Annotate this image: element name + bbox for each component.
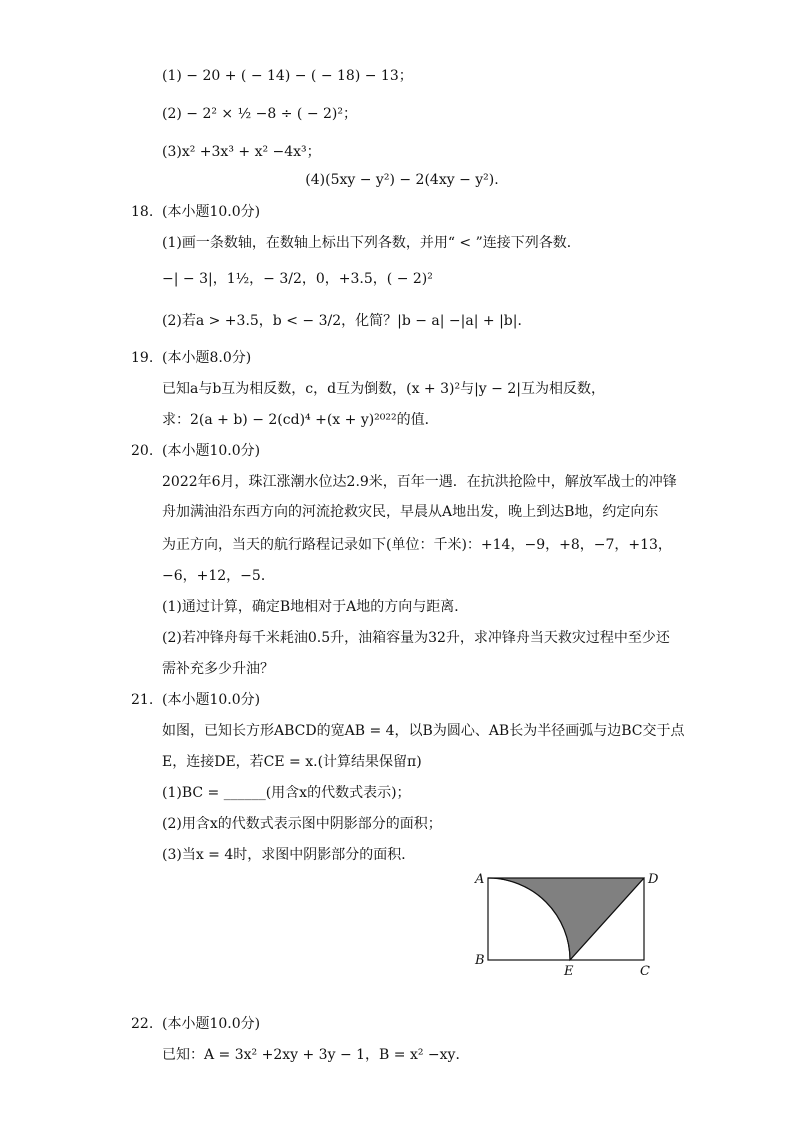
q21-heading: (本小题10.0分) xyxy=(162,692,261,708)
q17-item-3: (3)x² +3x³ + x² −4x³； xyxy=(162,144,321,160)
q20-line-4: −6，+12，−5． xyxy=(162,568,275,584)
label-c: C xyxy=(640,964,650,978)
q21-number: 21. xyxy=(131,692,154,708)
q18-line-3: (2)若a > +3.5，b < − 3/2，化简？|b − a| −|a| + |b|． xyxy=(162,313,532,329)
q19-heading: (本小题8.0分) xyxy=(162,350,252,366)
q18-line-1: (1)画一条数轴，在数轴上标出下列各数，并用“ < ”连接下列各数． xyxy=(162,235,581,251)
q18-heading: (本小题10.0分) xyxy=(162,204,261,220)
q21-line-1: 如图，已知长方形ABCD的宽AB = 4，以B为圆心、AB长为半径画弧与边BC交于点 xyxy=(162,723,685,739)
q19-line-1: 已知a与b互为相反数，c，d互为倒数，(x + 3)²与|y − 2|互为相反数， xyxy=(162,381,605,397)
q21-line-2: E，连接DE，若CE = x.(计算结果保留π) xyxy=(162,754,422,770)
q18-line-2: −| − 3|，1½，− 3/2，0，+3.5，( − 2)² xyxy=(162,271,433,287)
q20-line-2: 舟加满油沿东西方向的河流抢救灾民，早晨从A地出发，晚上到达B地，约定向东 xyxy=(162,504,659,520)
q17-item-2: (2) − 2² × ½ −8 ÷ ( − 2)²； xyxy=(162,106,357,122)
label-a: A xyxy=(475,872,485,887)
label-e: E xyxy=(564,964,574,978)
rectangle-arc-figure xyxy=(468,866,668,978)
shaded-region xyxy=(488,878,644,960)
q20-number: 20. xyxy=(131,443,154,459)
q19-number: 19. xyxy=(131,350,154,366)
q20-line-1: 2022年6月，珠江涨潮水位达2.9米，百年一遇．在抗洪抢险中，解放军战士的冲锋 xyxy=(162,474,677,490)
label-d: D xyxy=(648,872,659,887)
q20-line-6: (2)若冲锋舟每千米耗油0.5升，油箱容量为32升，求冲锋舟当天救灾过程中至少还 xyxy=(162,630,670,646)
q20-line-7: 需补充多少升油？ xyxy=(162,661,274,677)
q22-line-1: 已知：A = 3x² +2xy + 3y − 1，B = x² −xy． xyxy=(162,1047,470,1063)
q20-heading: (本小题10.0分) xyxy=(162,443,261,459)
q18-number: 18. xyxy=(131,204,154,220)
label-b: B xyxy=(475,953,485,968)
q20-line-5: (1)通过计算，确定B地相对于A地的方向与距离． xyxy=(162,599,469,615)
q21-line-4: (2)用含x的代数式表示图中阴影部分的面积； xyxy=(162,816,442,832)
q20-line-3: 为正方向，当天的航行路程记录如下(单位：千米)：+14，−9，+8，−7，+13， xyxy=(162,537,672,553)
q22-number: 22. xyxy=(131,1016,154,1032)
q19-line-2: 求：2(a + b) − 2(cd)⁴ +(x + y)²⁰²²的值． xyxy=(162,412,439,428)
q21-line-5: (3)当x = 4时，求图中阴影部分的面积． xyxy=(162,847,416,863)
q21-line-3: (1)BC = ______(用含x的代数式表示)； xyxy=(162,785,411,801)
q17-item-4: (4)(5xy − y²) − 2(4xy − y²). xyxy=(305,172,499,188)
figure-svg xyxy=(468,866,668,978)
q22-heading: (本小题10.0分) xyxy=(162,1016,261,1032)
q17-item-1: (1) − 20 + ( − 14) − ( − 18) − 13； xyxy=(162,68,413,84)
